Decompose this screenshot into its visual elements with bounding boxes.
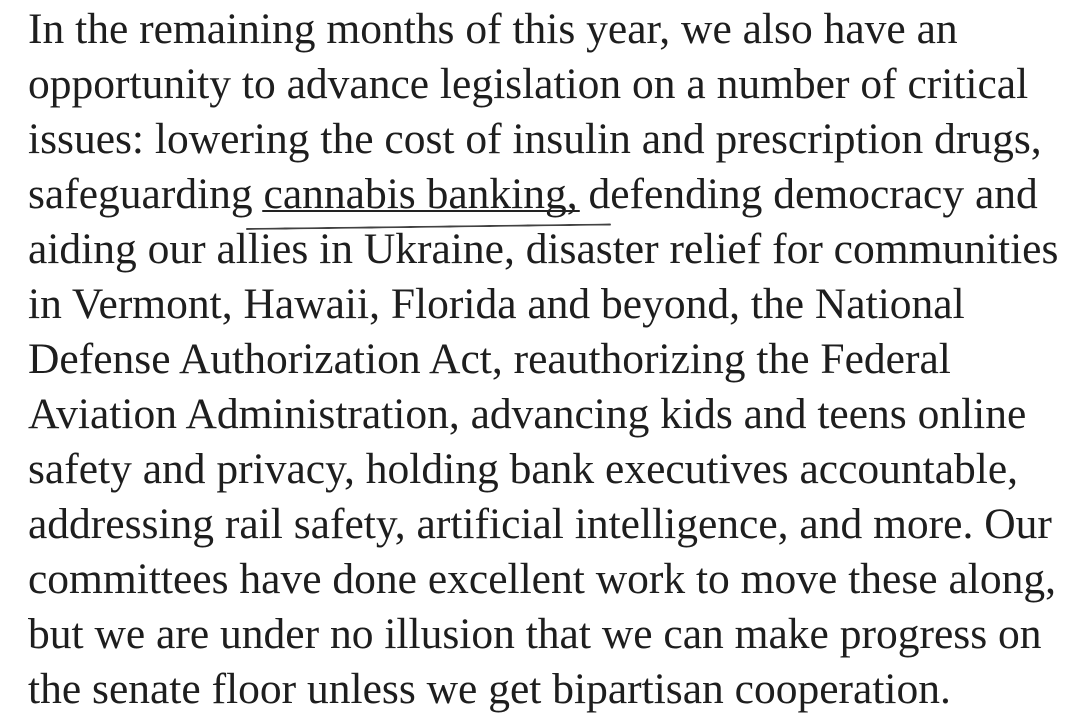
text-line: but we are under no illusion that we can make progress on — [28, 610, 1042, 658]
text-line: Aviation Administration, advancing kids and teens online — [28, 390, 1027, 438]
text-line: safeguarding cannabis banking, defending democracy and — [28, 170, 1038, 218]
text-line: addressing rail safety, artificial intelligence, and more. Our — [28, 500, 1052, 548]
text-line: opportunity to advance legislation on a number of critical — [28, 60, 1029, 108]
text-line: issues: lowering the cost of insulin and prescription drugs, — [28, 115, 1042, 163]
text-line: aiding our allies in Ukraine, disaster relief for communities — [28, 225, 1059, 273]
text-line: safety and privacy, holding bank executives accountable, — [28, 445, 1019, 493]
text-line: in Vermont, Hawaii, Florida and beyond, the National — [28, 280, 965, 328]
text-line: committees have done excellent work to move these along, — [28, 555, 1056, 603]
text-line: Defense Authorization Act, reauthorizing the Federal — [28, 335, 951, 383]
text-line: the senate floor unless we get bipartisan cooperation. — [28, 665, 951, 713]
handwritten-underline — [262, 210, 580, 212]
text-line: In the remaining months of this year, we also have an — [28, 5, 958, 53]
document-paragraph — [28, 2, 1090, 717]
